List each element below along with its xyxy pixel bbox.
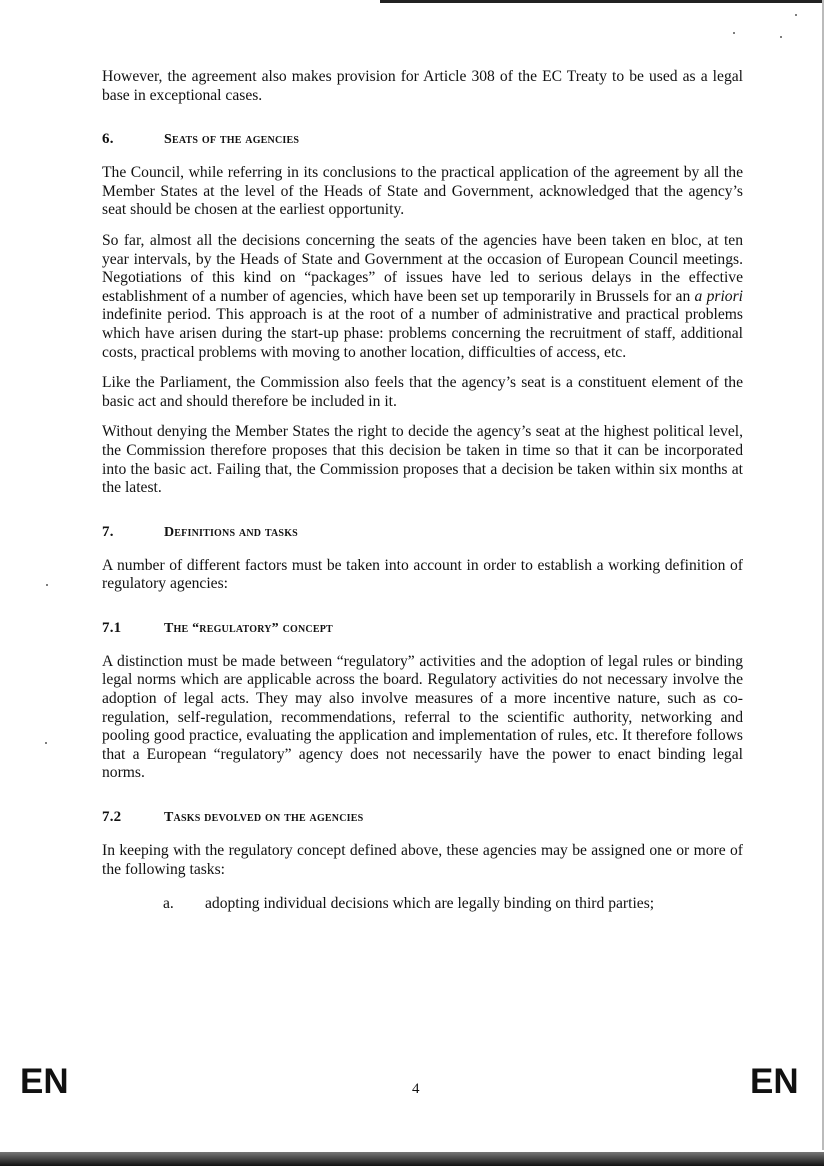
section-7-2-paragraph: In keeping with the regulatory concept defined above, these agencies may be assigned one or more of the following tasks:: [102, 842, 743, 878]
section-7-2-heading: [102, 809, 743, 826]
section-7-paragraph: A number of different factors must be taken into account in order to establish a working definition of regulatory agencies:: [102, 556, 743, 593]
scan-speck: [780, 36, 782, 38]
section-title: The “regulatory” concept: [164, 620, 333, 636]
intro-paragraph: However, the agreement also makes provision for Article 308 of the EC Treaty to be used as a legal base in exceptional cases.: [102, 68, 743, 104]
document-body: [102, 68, 743, 914]
section-6-paragraph-1: The Council, while referring in its conclusions to the practical application of the agreement by all the Member States at the level of the Heads of State and Government, acknowledged that the agency’s seat should be chosen at the earliest opportunity.: [102, 164, 743, 219]
section-6-paragraph-3: Like the Parliament, the Commission also feels that the agency’s seat is a constituent element of the basic act and should therefore be included in it.: [102, 374, 743, 410]
section-6-paragraph-4: Without denying the Member States the right to decide the agency’s seat at the highest political level, the Commission therefore proposes that this decision be taken in time so that it can be incorporated into the basic act. Failing that, the Commission proposes that a decision be taken within six months at the latest.: [102, 423, 743, 497]
section-6-heading: [102, 131, 743, 148]
list-marker: a.: [163, 895, 174, 913]
scan-border-top: [380, 0, 824, 3]
list-item-text: adopting individual decisions which are legally binding on third parties;: [205, 895, 655, 913]
scan-speck: [733, 32, 735, 34]
list-item: [102, 895, 743, 914]
language-code-left: EN: [20, 1062, 69, 1101]
section-number: 7.1: [102, 619, 122, 636]
language-code-right: EN: [750, 1062, 799, 1101]
paragraph-text: So far, almost all the decisions concerning the seats of the agencies have been taken en bloc, at ten year intervals, by the Heads of State and Government at the occasion of European Council meetings. Negotiations of this kind on “packages” of issues have led to serious delays in the effective establishment of a number of agencies, which have been set up temporarily in Brussels for an: [102, 231, 743, 305]
scan-speck: [795, 14, 797, 16]
section-7-heading: [102, 524, 743, 541]
section-title: Seats of the agencies: [164, 132, 300, 148]
section-title: Tasks devolved on the agencies: [164, 810, 364, 826]
section-7-1-heading: [102, 620, 743, 637]
scan-speck: [45, 742, 47, 744]
section-6-paragraph-2: [102, 232, 743, 362]
page-number: 4: [412, 1081, 420, 1097]
section-number: 7.: [102, 523, 114, 540]
scan-border-bottom: [0, 1152, 824, 1166]
section-number: 7.2: [102, 809, 122, 826]
italic-phrase: a priori: [694, 287, 743, 305]
section-number: 6.: [102, 131, 114, 148]
section-title: Definitions and tasks: [164, 524, 298, 540]
paragraph-text: indefinite period. This approach is at the root of a number of administrative and practical problems which have arisen during the start-up phase: problems concerning the recruitment of staff, additional costs, practical problems with moving to another location, difficulties of access, etc.: [102, 306, 743, 361]
scan-speck: [46, 584, 48, 586]
section-7-1-paragraph: A distinction must be made between “regulatory” activities and the adoption of legal rules or binding legal norms which are applicable across the board. Regulatory activities do not necessary involve the adoption of legal acts. They may also involve measures of a more incentive nature, such as co-regulation, self-regulation, recommendations, referral to the scientific authority, networking and pooling good practice, evaluating the application and implementation of rules, etc. It therefore follows that a European “regulatory” agency does not necessarily have the power to enact binding legal norms.: [102, 652, 743, 782]
